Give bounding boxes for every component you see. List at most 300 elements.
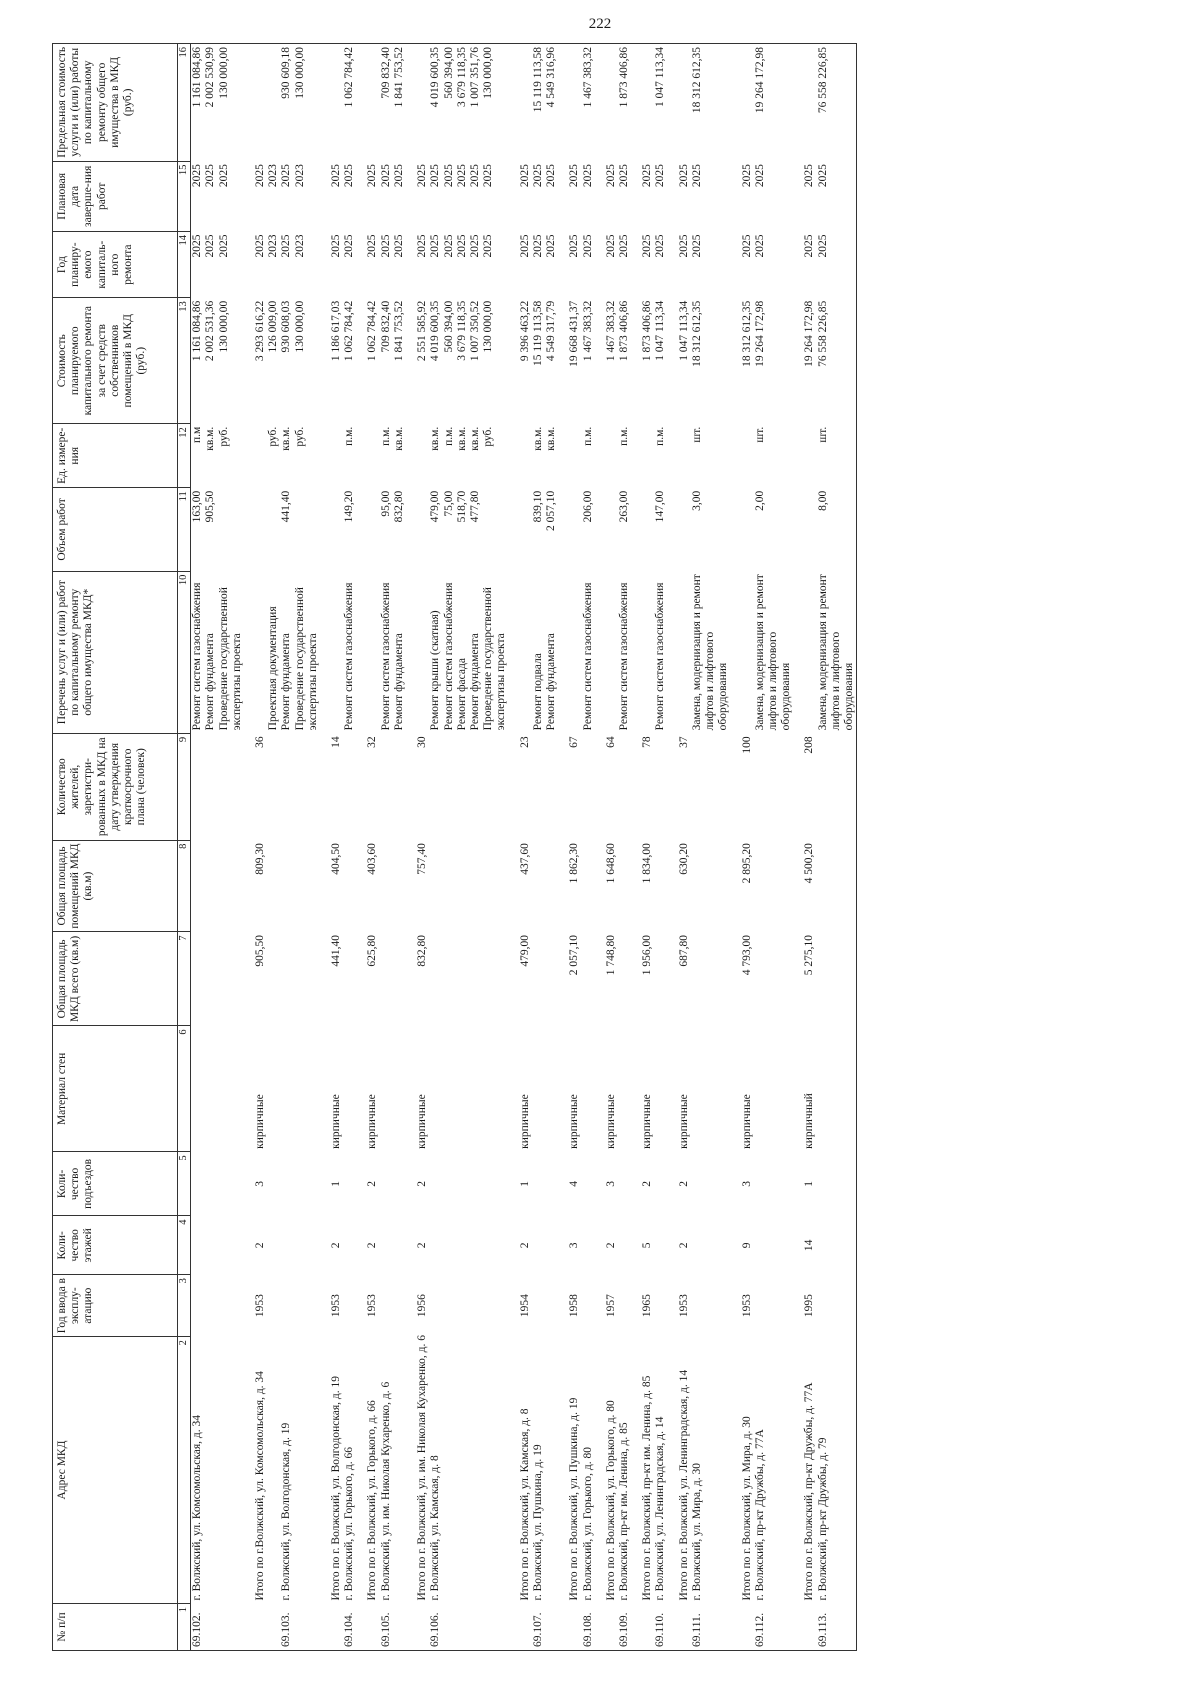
cell-line: 1 862,30 [568,843,581,884]
cell-line: шт. [753,426,766,443]
works-name-cell [280,571,320,733]
table-cell [267,1216,280,1275]
works-date-cell [817,161,857,231]
cell-line: 2025 [581,234,594,258]
cell-line: 19 264 172,98 [803,300,816,367]
cell-line: 2025 [641,234,654,258]
cell-line: п.м. [654,426,667,446]
cell-line: 1 841 753,52 [392,47,405,108]
table-row [343,44,356,1651]
cell-line: 15 119 113,58 [531,47,544,113]
cell-line: Итого по г. Волжский, ул. Горького, д. 80 [604,1400,617,1601]
works-name-cell [343,571,356,733]
cell-line: Ремонт систем газоснабжения [581,582,594,731]
cell-line: 130 000,00 [482,300,495,353]
table-cell [406,1216,429,1275]
table-cell [280,1026,320,1152]
works-volume-cell [754,488,794,571]
table-cell [631,840,654,932]
cell-line: 2025 [568,234,581,258]
cell-line: 69.103. [280,1612,293,1647]
table-cell [356,1152,379,1216]
table-cell [320,1275,343,1337]
table-cell [406,932,429,1026]
cell-line: кирпичные [330,1094,343,1149]
table-cell [406,488,429,571]
table-cell [631,161,654,231]
cell-line: Итого по г. Волжский, ул. им. Николая Кухаренко, д. 6 [416,1334,429,1601]
cell-line: 2025 [343,234,356,258]
table-cell [280,1152,320,1216]
cell-line: 69.102. [191,1612,204,1647]
table-cell [244,1604,267,1651]
table-cell [380,1026,406,1152]
works-cost-cell [191,298,244,424]
cell-line: 560 394,00 [442,47,455,99]
table-cell [532,1026,558,1152]
cell-line: 2025 [330,234,343,258]
cell-line: 69.106. [429,1612,442,1647]
works-volume-cell [618,488,631,571]
cell-line: 2025 [753,234,766,258]
cell-line: кирпичный [803,1093,816,1149]
cell-line: 687,80 [677,934,690,967]
works-volume-cell [817,488,857,571]
table-cell [595,1275,618,1337]
cell-line: 1 467 383,32 [581,47,594,108]
cell-line: 8,00 [816,490,829,511]
table-cell [595,232,618,298]
table-cell [509,1216,532,1275]
cell-line: руб. [482,426,495,447]
works-cost-cell [280,298,320,424]
column-number: 15 [178,161,191,231]
cell-line: 2025 [803,164,816,188]
works-cost-cell [343,298,356,424]
total-row [244,44,267,1651]
cell-line: шт. [816,426,829,443]
cell-line: 2025 [429,234,442,258]
cell-line: 19 264 172,98 [753,300,766,367]
table-row [191,44,244,1651]
column-number: 7 [178,932,191,1026]
table-cell [691,1216,731,1275]
cell-line: п.м. [343,426,356,446]
cell-line: 2025 [429,164,442,188]
cell-line: Ремонт фундамента [469,633,481,731]
cell-line: 1965 [641,1294,654,1318]
table-cell [356,232,379,298]
address-cell [429,1337,508,1604]
works-unit-cell [618,424,631,488]
works-cost-cell [429,298,508,424]
table-cell [509,161,532,231]
cell-line: 1 062 784,42 [366,300,379,362]
table-cell [191,1216,244,1275]
table-cell [595,488,618,571]
table-cell [631,424,654,488]
table-cell [406,424,429,488]
cell-line: 1 467 383,32 [604,300,617,362]
table-cell [668,733,691,840]
table-cell [406,1334,429,1604]
works-unit-cell [654,424,667,488]
works-year-cell [582,232,595,298]
table-cell [595,932,618,1026]
cell-line: п.м. [442,426,455,446]
works-limit-cell [582,44,595,162]
cell-line: 2025 [455,234,468,258]
cell-line: 2025 [581,164,594,188]
cell-line: 2025 [253,234,266,258]
cell-line: Итого по г. Волжский, ул. Волгодонская, д. 19 [330,1375,343,1601]
cell-line: 1 161 084,86 [191,300,204,362]
cell-line: Проведение государственной экспертизы проекта [482,587,508,731]
cell-line: 625,80 [366,934,379,967]
table-cell [793,932,816,1026]
table-cell [668,232,691,298]
table-cell [631,44,654,162]
works-volume-cell [343,488,356,571]
works-name-cell [532,571,558,733]
cell-line: 9 396 463,22 [518,300,531,362]
table-cell [817,1152,857,1216]
works-name-cell [817,571,857,733]
table-cell [631,1275,654,1337]
cell-line: 30 [416,736,429,748]
cell-line: 69.105. [379,1612,392,1647]
cell-line: 1957 [604,1294,617,1318]
cell-line: 19 264 172,98 [753,47,766,114]
table-row [654,44,667,1651]
table-cell [595,1216,618,1275]
cell-line: 5 275,10 [803,934,816,976]
column-number: 2 [178,1337,191,1604]
cell-line: 1954 [518,1294,531,1318]
table-cell [267,733,280,840]
cell-line: 206,00 [581,490,594,523]
cell-line: 69.112. [753,1612,766,1647]
table-cell [191,1026,244,1152]
works-unit-cell [532,424,558,488]
cell-line: г. Волжский, пр-кт Дружбы, д. 79 [816,1437,829,1601]
works-unit-cell [691,424,731,488]
cell-line: 1 007 351,76 [469,47,481,108]
row-number [343,1604,356,1651]
works-date-cell [618,161,631,231]
table-cell [343,733,356,840]
cell-line: Ремонт фундамента [545,633,558,731]
cell-line: 1953 [330,1294,343,1318]
cell-line: 809,30 [253,843,266,875]
works-volume-cell [280,488,320,571]
table-cell [793,488,816,571]
table-cell [509,44,532,162]
cell-line: 2 [416,1181,429,1187]
cell-line: 2025 [531,164,544,188]
works-year-cell [754,232,794,298]
cell-line: 832,80 [392,490,405,523]
works-cost-cell [754,298,794,424]
cell-line: 709 832,40 [379,47,392,99]
table-cell [558,298,581,424]
cell-line: 37 [677,736,690,748]
table-cell [793,840,816,932]
cell-line: 2025 [330,164,343,188]
cell-line: 1 [518,1181,531,1187]
cell-line: 4 549 317,79 [545,300,558,362]
works-limit-cell [191,44,244,162]
table-cell [429,1026,508,1152]
table-cell [793,232,816,298]
cell-line: 2025 [617,164,630,188]
cell-line: 3 293 616,22 [253,300,266,362]
column-number-row [178,44,191,1651]
total-row [356,44,379,1651]
column-number: 3 [178,1275,191,1337]
works-limit-cell [280,44,320,162]
works-date-cell [380,161,406,231]
column-header: Предельная стоимость услуги и (или) работы по капитальному ремонту общего имущества в МКД (руб.) [53,44,178,162]
works-year-cell [280,232,320,298]
table-cell [191,733,244,840]
cell-line: 15 119 113,58 [531,300,544,367]
table-cell [280,733,320,840]
cell-line: кв.м. [469,426,481,451]
total-row [406,44,429,1651]
table-cell [668,840,691,932]
table-cell [668,1216,691,1275]
table-cell [558,488,581,571]
cell-line: 18 312 612,35 [740,300,753,367]
cell-line: 1 007 350,52 [469,300,481,362]
cell-line: 2025 [469,164,481,188]
total-row [320,44,343,1651]
cell-line: 4 500,20 [803,843,816,884]
cell-line: 2025 [816,164,829,188]
column-number: 9 [178,733,191,840]
works-name-cell [191,571,244,733]
cell-line: 2 551 585,92 [416,300,429,362]
table-cell [267,1152,280,1216]
cell-line: 560 394,00 [442,300,455,353]
cell-line: руб. [217,426,230,447]
works-unit-cell [582,424,595,488]
cell-line: 2025 [416,164,429,188]
table-cell [754,1026,794,1152]
row-number [754,1604,794,1651]
cell-line: 4 019 600,35 [429,47,442,108]
table-cell [595,298,618,424]
table-cell [406,840,429,932]
total-row [731,44,754,1651]
table-cell [244,44,267,162]
table-cell [618,1152,631,1216]
column-header: Перечень услуг и (или) работ по капитальному ремонту общего имущества МКД* [53,571,178,733]
cell-line: г. Волжский, ул. Ленинградская, д. 14 [654,1416,667,1601]
table-cell [509,298,532,424]
cell-line: Ремонт систем газоснабжения [343,582,356,731]
works-unit-cell [380,424,406,488]
table-cell [532,840,558,932]
cell-line: Итого по г. Волжский, ул. Пушкина, д. 19 [568,1397,581,1601]
table-cell [191,1275,244,1337]
works-year-cell [654,232,667,298]
table-cell [754,840,794,932]
address-cell [754,1337,794,1604]
cell-line: 5 [641,1242,654,1249]
cell-line: 2025 [455,164,468,188]
table-cell [817,1216,857,1275]
table-cell [244,1337,267,1604]
cell-line: кирпичные [604,1094,617,1149]
table-cell [582,1152,595,1216]
cell-line: 208 [803,736,816,754]
table-cell [280,1275,320,1337]
table-cell [267,571,280,733]
table-cell [380,840,406,932]
table-cell [631,932,654,1026]
cell-line: 69.108. [581,1612,594,1647]
cell-line: 2025 [253,164,266,188]
cell-line: 100 [740,736,753,754]
table-cell [731,161,754,231]
table-cell [793,44,816,162]
works-date-cell [191,161,244,231]
table-cell [406,571,429,733]
table-cell [668,298,691,424]
cell-line: кв.м. [531,426,544,451]
row-number [654,1604,667,1651]
cell-line: 2025 [740,164,753,188]
cell-line: 3,00 [690,490,703,511]
table-cell [754,1152,794,1216]
table-row [532,44,558,1651]
row-number [691,1604,731,1651]
cell-line: 2025 [604,234,617,258]
table-cell [356,161,379,231]
column-header: Год ввода в эксплу-атацию [53,1275,178,1337]
table-cell [558,1026,581,1152]
table-cell [244,571,267,733]
cell-line: 1 062 784,42 [343,300,356,362]
table-cell [817,1275,857,1337]
works-volume-cell [654,488,667,571]
table-cell [731,733,754,840]
works-limit-cell [654,44,667,162]
works-volume-cell [691,488,731,571]
table-cell [654,1216,667,1275]
table-cell [582,733,595,840]
table-cell [356,840,379,932]
column-header: Общая площадь МКД всего (кв.м) [53,932,178,1026]
table-cell [731,424,754,488]
table-cell [267,932,280,1026]
table-cell [267,488,280,571]
cell-line: г. Волжский, ул. Камская, д. 8 [429,1455,442,1601]
works-cost-cell [582,298,595,424]
table-cell [429,733,508,840]
cell-line: 2025 [366,234,379,258]
table-cell [793,1337,816,1604]
row-number [280,1604,320,1651]
table-cell [731,1604,754,1651]
table-cell [631,488,654,571]
table-cell [558,733,581,840]
table-row [429,44,508,1651]
cell-line: кирпичные [253,1094,266,1149]
table-cell [691,1026,731,1152]
works-year-cell [343,232,356,298]
table-cell [793,1026,816,1152]
cell-line: 69.111. [690,1613,703,1647]
table-row [582,44,595,1651]
table-cell [406,298,429,424]
table-cell [691,840,731,932]
column-number: 6 [178,1026,191,1152]
cell-line: 3 [604,1181,617,1187]
cell-line: 9 [740,1242,753,1249]
cell-line: Ремонт систем газоснабжения [617,582,630,731]
cell-line: 709 832,40 [379,300,392,353]
address-cell [654,1337,667,1604]
row-number [582,1604,595,1651]
table-cell [654,733,667,840]
cell-line: 2025 [518,164,531,188]
table-cell [509,232,532,298]
cell-line: 2025 [654,164,667,188]
table-cell [244,232,267,298]
cell-line: 2025 [568,164,581,188]
cell-line: 2025 [641,164,654,188]
cell-line: 404,50 [330,843,343,875]
table-cell [668,424,691,488]
cell-line: 2025 [753,164,766,188]
cell-line: 2 002 531,36 [204,300,217,362]
works-cost-cell [380,298,406,424]
table-cell [356,424,379,488]
table-cell [267,1604,280,1651]
page-number: 222 [588,16,612,32]
works-year-cell [618,232,631,298]
cell-line: 2 [604,1242,617,1249]
cell-line: 2 [330,1242,343,1249]
column-number: 5 [178,1152,191,1216]
cell-line: 1958 [568,1294,581,1318]
table-cell [754,733,794,840]
table-cell [343,932,356,1026]
cell-line: 930 608,03 [280,300,293,353]
table-cell [731,1026,754,1152]
table-cell [509,424,532,488]
column-header: Плановая дата заверше-ния работ [53,161,178,231]
cell-line: 2025 [392,164,405,188]
table-cell [356,733,379,840]
cell-line: Проведение государственной экспертизы проекта [217,587,243,731]
works-volume-cell [191,488,244,571]
table-cell [343,840,356,932]
table-cell [558,44,581,162]
cell-line: 2 002 530,99 [204,47,217,108]
cell-line: 2023 [267,164,280,188]
cell-line: Ремонт фасада [455,658,468,731]
cell-line: 1956 [416,1294,429,1318]
table-cell [191,932,244,1026]
cell-line: Замена, модернизация и ремонт лифтов и лифтового оборудования [753,574,793,731]
cell-line: 2025 [677,164,690,188]
cell-line: 2025 [217,234,230,258]
cell-line: 3 [740,1181,753,1187]
